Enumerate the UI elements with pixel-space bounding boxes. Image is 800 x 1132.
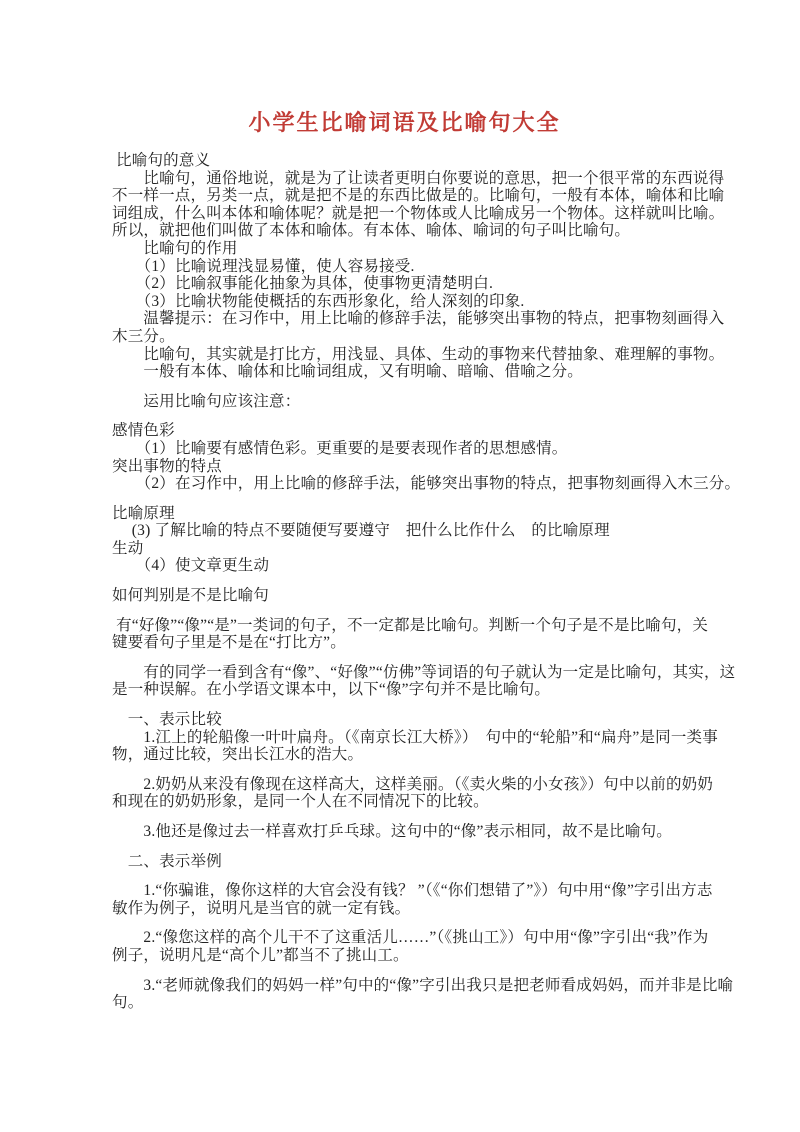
blank-line [112,493,712,505]
blank-line [112,870,712,882]
section-heading-compare: 一、表示比较 [112,711,222,729]
text-line: 物，通过比较，突出长江水的浩大。 [112,746,364,764]
text-line: 词组成，什么叫本体和喻体呢？就是把一个物体或人比喻成另一个物体。这样就叫比喻。 [112,204,725,222]
text-line: 木三分。 [112,327,175,345]
text-line: 运用比喻句应该注意： [112,392,301,410]
text-line: 键要看句子里是不是在“打比方”。 [112,634,346,652]
text-line: 比喻原理 [112,504,175,522]
blank-line [112,811,712,823]
text-line: 2.奶奶从来没有像现在这样高大，这样美丽。（《卖火柴的小女孩》）句中以前的奶奶 [112,775,714,793]
blank-line [112,381,712,393]
blank-line [112,764,712,776]
section-heading-example: 二、表示举例 [112,852,222,870]
text-line: 有的同学一看到含有“像”、“好像”“仿佛”等词语的句子就认为一定是比喻句，其实，这 [112,663,736,681]
text-line: 和现在的奶奶形象，是同一个人在不同情况下的比较。 [112,793,489,811]
text-line: 比喻句的作用 [112,239,238,257]
text-line: 一般有本体、喻体和比喻词组成，又有明喻、暗喻、借喻之分。 [112,363,584,381]
text-line: （3）比喻状物能使概括的东西形象化，给人深刻的印象. [112,292,525,310]
blank-line [112,575,712,587]
document-title: 小学生比喻词语及比喻句大全 [248,110,561,135]
blank-line [112,652,712,664]
text-line: 1.“你骗谁，像你这样的大官会没有钱？ ”（《“你们想错了”》）句中用“像”字引出方志 [112,882,713,900]
text-line: 生动 [112,539,144,557]
text-line: （4）使文章更生动 [112,557,270,575]
text-line: 句。 [112,994,144,1012]
text-line: （2）比喻叙事能化抽象为具体，使事物更清楚明白. [112,275,494,293]
text-line: 有“好像”“像”“是”一类词的句子，不一定都是比喻句。判断一个句子是不是比喻句，关 [112,616,709,634]
text-line: 1.江上的轮船像一叶叶扁舟。（《南京长江大桥》） 句中的“轮船”和“扁舟”是同一类事 [112,728,718,746]
text-line: 比喻句的意义 [112,152,211,169]
text-line: 3.“老师就像我们的妈妈一样”句中的“像”字引出我只是把老师看成妈妈，而并非是比喻 [112,976,734,994]
document-body [112,152,741,1012]
text-line: （1）比喻要有感情色彩。更重要的是要表现作者的思想感情。 [112,439,568,457]
blank-line [112,917,712,929]
blank-line [112,965,712,977]
text-line: 比喻句，其实就是打比方，用浅显、具体、生动的事物来代替抽象、难理解的事物。 [112,345,725,363]
blank-line [112,699,712,711]
text-line: 突出事物的特点 [112,457,222,475]
text-line: 如何判别是不是比喻句 [112,587,270,605]
text-line: 所以，就把他们叫做了本体和喻体。有本体、喻体、喻词的句子叫比喻句。 [112,222,631,240]
text-line: 2.“像您这样的高个儿干不了这重活儿……”（《挑山工》）句中用“像”字引出“我”作为 [112,929,709,947]
text-line: 3.他还是像过去一样喜欢打乒乓球。这句中的“像”表示相同，故不是比喻句。 [112,823,672,840]
text-line: (3) 了解比喻的特点不要随便写要遵守 把什么比作什么 的比喻原理 [112,522,610,540]
text-line: 比喻句，通俗地说，就是为了让读者更明白你要说的意思，把一个很平常的东西说得 [112,169,725,187]
blank-line [112,605,712,617]
text-line: 是一种误解。在小学语文课本中，以下“像”字句并不是比喻句。 [112,681,551,699]
text-line: （2）在习作中，用上比喻的修辞手法，能够突出事物的特点，把事物刻画得入木三分。 [112,475,741,493]
text-line: 不一样一点，另类一点，就是把不是的东西比做是的。比喻句，一般有本体，喻体和比喻 [112,187,725,205]
text-line: 温馨提示：在习作中，用上比喻的修辞手法，能够突出事物的特点，把事物刻画得入 [112,310,725,328]
text-line: （1）比喻说理浅显易懂，使人容易接受. [112,257,415,275]
text-line: 例子，说明凡是“高个儿”都当不了挑山工。 [112,946,409,964]
blank-line [112,841,712,853]
text-line: 敏作为例子，说明凡是当官的就一定有钱。 [112,899,411,917]
text-line: 感情色彩 [112,422,175,440]
blank-line [112,410,712,422]
